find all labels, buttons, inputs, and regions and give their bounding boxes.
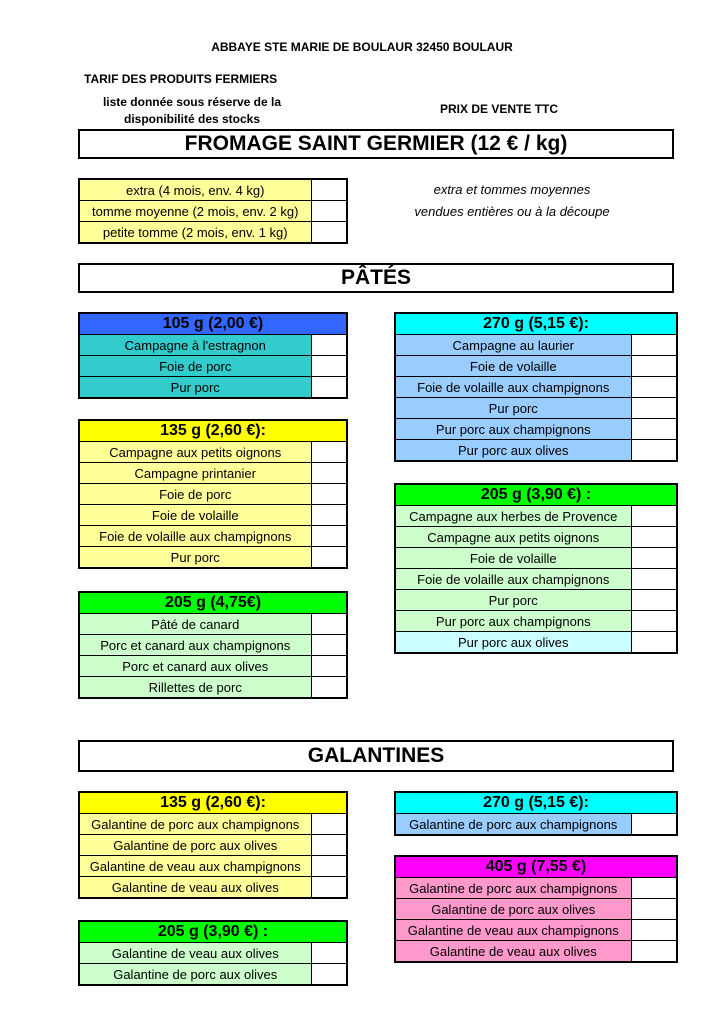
group-header	[79, 792, 347, 814]
group-header-label: 135 g (2,60 €):	[79, 420, 347, 442]
quantity-cell[interactable]	[631, 527, 677, 548]
product-row	[79, 877, 347, 899]
fromage-note-1: extra et tommes moyennes	[433, 182, 591, 197]
product-row	[395, 920, 677, 941]
quantity-cell[interactable]	[631, 356, 677, 377]
product-row	[79, 835, 347, 856]
group-header-label: 405 g (7,55 €)	[395, 856, 677, 878]
product-name: Porc et canard aux olives	[79, 656, 311, 677]
group-header	[79, 420, 347, 442]
galantines-405g-table	[394, 855, 678, 963]
product-name: Galantine de veau aux champignons	[79, 856, 311, 877]
product-name: Galantine de porc aux olives	[79, 835, 311, 856]
quantity-cell[interactable]	[631, 590, 677, 611]
product-row	[395, 419, 677, 440]
product-name: tomme moyenne (2 mois, env. 2 kg)	[79, 201, 311, 222]
product-row	[79, 442, 347, 463]
quantity-cell[interactable]	[631, 814, 677, 836]
quantity-cell[interactable]	[631, 335, 677, 356]
document-title: ABBAYE STE MARIE DE BOULAUR 32450 BOULAUR	[211, 40, 513, 54]
product-name: Pur porc	[395, 398, 631, 419]
product-row	[395, 569, 677, 590]
product-name: Galantine de porc aux champignons	[395, 878, 631, 899]
galantines-135g-table	[78, 791, 348, 899]
product-row	[395, 878, 677, 899]
group-header-label: 205 g (4,75€)	[79, 592, 347, 614]
product-name: Foie de volaille aux champignons	[79, 526, 311, 547]
product-row	[395, 814, 677, 836]
quantity-cell[interactable]	[311, 201, 347, 222]
quantity-cell[interactable]	[311, 356, 347, 377]
product-row	[395, 941, 677, 963]
fromage-note-2: vendues entières ou à la découpe	[414, 204, 610, 219]
product-row	[395, 899, 677, 920]
quantity-cell[interactable]	[631, 920, 677, 941]
product-name: petite tomme (2 mois, env. 1 kg)	[79, 222, 311, 244]
product-row	[395, 590, 677, 611]
group-header-label: 205 g (3,90 €) :	[79, 921, 347, 943]
pates-270g-table	[394, 312, 678, 462]
quantity-cell[interactable]	[631, 398, 677, 419]
product-name: Foie de porc	[79, 356, 311, 377]
quantity-cell[interactable]	[311, 526, 347, 547]
fromage-table	[78, 178, 348, 244]
product-row	[79, 201, 347, 222]
pates-135g-table	[78, 419, 348, 569]
quantity-cell[interactable]	[311, 877, 347, 899]
group-header	[395, 484, 677, 506]
quantity-cell[interactable]	[631, 569, 677, 590]
product-name: Pur porc	[79, 547, 311, 569]
quantity-cell[interactable]	[311, 677, 347, 699]
product-name: Campagne à l'estragnon	[79, 335, 311, 356]
product-name: Galantine de veau aux olives	[395, 941, 631, 963]
product-name: Foie de volaille aux champignons	[395, 377, 631, 398]
product-row	[79, 547, 347, 569]
product-row	[395, 377, 677, 398]
product-row	[79, 505, 347, 526]
product-name: Foie de volaille	[395, 548, 631, 569]
product-name: Campagne aux petits oignons	[79, 442, 311, 463]
product-name: Pur porc aux olives	[395, 632, 631, 654]
product-name: Galantine de veau aux champignons	[395, 920, 631, 941]
group-header	[395, 313, 677, 335]
quantity-cell[interactable]	[311, 856, 347, 877]
product-name: Galantine de porc aux champignons	[395, 814, 631, 836]
product-row	[79, 179, 347, 201]
stock-disclaimer: liste donnée sous réserve de la disponibilité des stocks	[102, 95, 282, 126]
galantines-title: GALANTINES	[78, 740, 674, 772]
product-row	[395, 527, 677, 548]
product-name: Galantine de veau aux olives	[79, 877, 311, 899]
pates-title: PÂTÉS	[78, 263, 674, 293]
product-row	[79, 635, 347, 656]
product-row	[79, 356, 347, 377]
product-name: Campagne printanier	[79, 463, 311, 484]
fromage-title: FROMAGE SAINT GERMIER (12 € / kg)	[78, 129, 674, 159]
product-name: Porc et canard aux champignons	[79, 635, 311, 656]
quantity-cell[interactable]	[311, 484, 347, 505]
quantity-cell[interactable]	[631, 440, 677, 462]
product-row	[79, 484, 347, 505]
pates-205g-table	[394, 483, 678, 654]
product-row	[79, 222, 347, 244]
product-row	[79, 526, 347, 547]
quantity-cell[interactable]	[311, 943, 347, 964]
product-name: Pur porc aux olives	[395, 440, 631, 462]
group-header	[79, 313, 347, 335]
product-name: Galantine de veau aux olives	[79, 943, 311, 964]
product-name: Campagne au laurier	[395, 335, 631, 356]
product-name: Galantine de porc aux olives	[395, 899, 631, 920]
product-name: Pur porc	[79, 377, 311, 399]
quantity-cell[interactable]	[311, 656, 347, 677]
product-name: extra (4 mois, env. 4 kg)	[79, 179, 311, 201]
quantity-cell[interactable]	[631, 506, 677, 527]
product-name: Foie de porc	[79, 484, 311, 505]
galantines-270g-table	[394, 791, 678, 836]
product-name: Galantine de porc aux champignons	[79, 814, 311, 835]
quantity-cell[interactable]	[311, 547, 347, 569]
product-name: Pâté de canard	[79, 614, 311, 635]
group-header-label: 270 g (5,15 €):	[395, 313, 677, 335]
quantity-cell[interactable]	[311, 814, 347, 835]
group-header	[395, 856, 677, 878]
product-name: Foie de volaille	[395, 356, 631, 377]
quantity-cell[interactable]	[311, 179, 347, 201]
tarif-label: TARIF DES PRODUITS FERMIERS	[84, 72, 278, 86]
product-row	[395, 506, 677, 527]
group-header	[79, 592, 347, 614]
product-row	[79, 677, 347, 699]
product-name: Foie de volaille aux champignons	[395, 569, 631, 590]
product-row	[79, 614, 347, 635]
group-header	[395, 792, 677, 814]
quantity-cell[interactable]	[311, 442, 347, 463]
product-name: Pur porc aux champignons	[395, 419, 631, 440]
product-row	[395, 335, 677, 356]
quantity-cell[interactable]	[311, 635, 347, 656]
quantity-cell[interactable]	[311, 377, 347, 399]
quantity-cell[interactable]	[631, 878, 677, 899]
group-header-label: 105 g (2,00 €)	[79, 313, 347, 335]
product-row	[79, 943, 347, 964]
product-name: Rillettes de porc	[79, 677, 311, 699]
quantity-cell[interactable]	[631, 941, 677, 963]
quantity-cell[interactable]	[631, 548, 677, 569]
quantity-cell[interactable]	[311, 614, 347, 635]
product-name: Galantine de porc aux olives	[79, 964, 311, 986]
quantity-cell[interactable]	[631, 419, 677, 440]
quantity-cell[interactable]	[631, 632, 677, 654]
product-name: Campagne aux herbes de Provence	[395, 506, 631, 527]
group-header	[79, 921, 347, 943]
quantity-cell[interactable]	[311, 964, 347, 986]
product-row	[79, 656, 347, 677]
group-header-label: 135 g (2,60 €):	[79, 792, 347, 814]
product-row	[395, 611, 677, 632]
product-row	[79, 463, 347, 484]
quantity-cell[interactable]	[631, 611, 677, 632]
product-row	[79, 964, 347, 986]
product-row	[395, 356, 677, 377]
quantity-cell[interactable]	[311, 835, 347, 856]
quantity-cell[interactable]	[311, 505, 347, 526]
product-row	[79, 335, 347, 356]
quantity-cell[interactable]	[631, 899, 677, 920]
quantity-cell[interactable]	[311, 222, 347, 244]
product-row	[395, 632, 677, 654]
galantines-205g-table	[78, 920, 348, 986]
group-header-label: 270 g (5,15 €):	[395, 792, 677, 814]
pates-205g-canard-table	[78, 591, 348, 699]
pates-105g-table	[78, 312, 348, 399]
price-label: PRIX DE VENTE TTC	[440, 102, 559, 116]
quantity-cell[interactable]	[311, 335, 347, 356]
product-name: Foie de volaille	[79, 505, 311, 526]
product-row	[79, 377, 347, 399]
quantity-cell[interactable]	[311, 463, 347, 484]
product-name: Campagne aux petits oignons	[395, 527, 631, 548]
product-name: Pur porc	[395, 590, 631, 611]
product-name: Pur porc aux champignons	[395, 611, 631, 632]
group-header-label: 205 g (3,90 €) :	[395, 484, 677, 506]
product-row	[79, 814, 347, 835]
product-row	[395, 548, 677, 569]
quantity-cell[interactable]	[631, 377, 677, 398]
product-row	[395, 440, 677, 462]
product-row	[395, 398, 677, 419]
product-row	[79, 856, 347, 877]
